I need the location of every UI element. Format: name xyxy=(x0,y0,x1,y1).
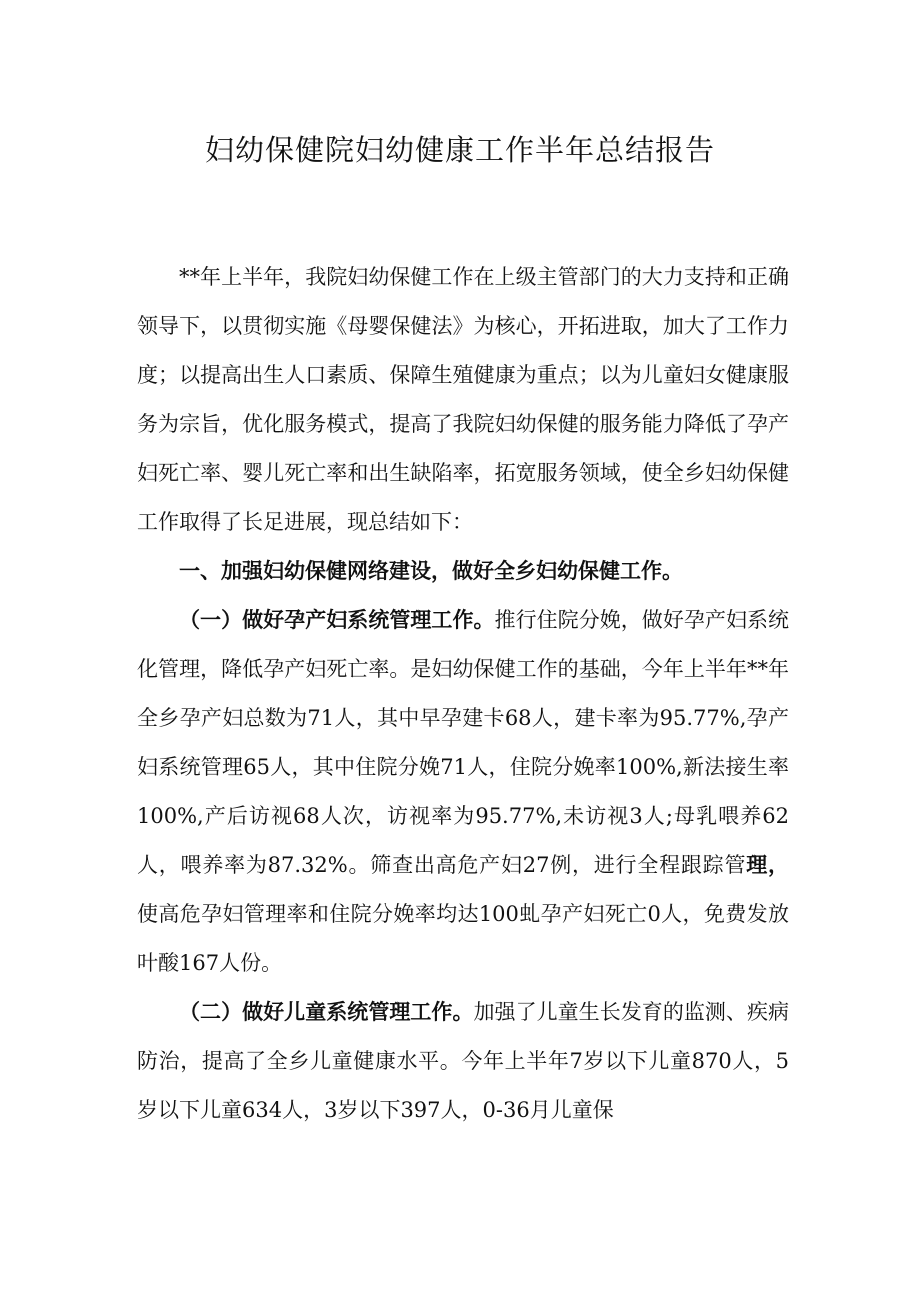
subsection-body-1-bold: 理， xyxy=(746,853,789,877)
subsection-body-2: 加强了儿童生长发育的监测、疾病防治，提高了全乡儿童健康水平。今年上半年7岁以下儿童870人，5岁以下儿童634人，3岁以下397人，0-36月儿童保 xyxy=(137,1000,789,1122)
intro-paragraph: **年上半年，我院妇幼保健工作在上级主管部门的大力支持和正确领导下，以贯彻实施《母婴保健法》为核心，开拓进取，加大了工作力度；以提高出生人口素质、保障生殖健康为重点；以为儿童妇女健康服务为宗旨，优化服务模式，提高了我院妇幼保健的服务能力降低了孕产妇死亡率、婴儿死亡率和出生缺陷率，拓宽服务领域，使全乡妇幼保健工作取得了长足进展，现总结如下： xyxy=(137,265,789,534)
section-heading xyxy=(137,547,789,596)
subsection-heading-1: （一）做好孕产妇系统管理工作。 xyxy=(179,608,495,632)
section-heading-text: 一、加强妇幼保健网络建设，做好全乡妇幼保健工作。 xyxy=(179,559,683,583)
document-title: 妇幼保健院妇幼健康工作半年总结报告 xyxy=(204,133,715,167)
subsection-body-1b: 使高危孕妇管理率和住院分娩率均达100虬孕产妇死亡0人，免费发放叶酸167人份。 xyxy=(137,902,789,975)
subsection-heading-2: （二）做好儿童系统管理工作。 xyxy=(179,1000,474,1024)
subsection-paragraph-2 xyxy=(137,988,789,1135)
subsection-paragraph-1 xyxy=(137,596,789,988)
document-body xyxy=(137,253,789,1135)
subsection-body-1a: 推行住院分娩，做好孕产妇系统化管理，降低孕产妇死亡率。是妇幼保健工作的基础，今年上半年**年全乡孕产妇总数为71人，其中早孕建卡68人，建卡率为95.77%,孕产妇系统管理65人，其中住院分娩71人，住院分娩率100%,新法接生率100%,产后访视68人次，访视率为95.77%,未访视3人;母乳喂养62人，喂养率为87.32%。筛查出高危产妇27例，进行全程跟踪管 xyxy=(137,608,790,877)
